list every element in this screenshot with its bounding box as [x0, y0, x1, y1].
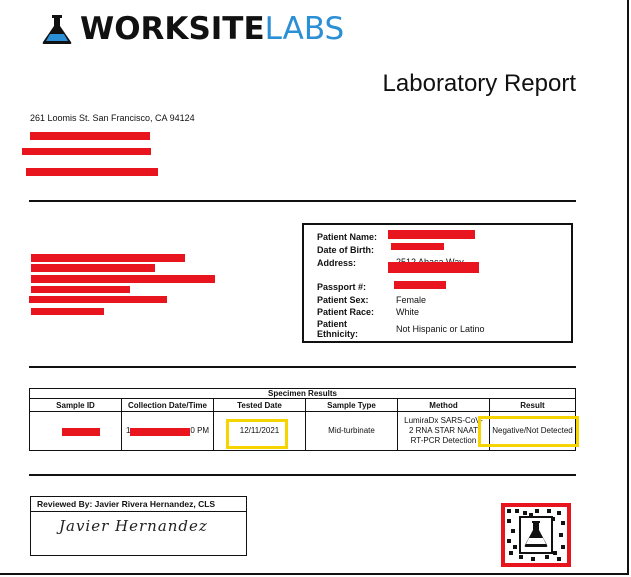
qr-code — [501, 503, 571, 567]
patient-name-label: Patient Name: — [317, 232, 378, 242]
redaction-dob — [391, 243, 444, 250]
redaction-provider-1 — [31, 254, 185, 262]
cell-result: Negative/Not Detected — [490, 412, 576, 451]
col-collection-date: Collection Date/Time — [122, 399, 214, 412]
redaction-provider-6 — [31, 308, 104, 315]
redaction-provider-5 — [29, 296, 167, 303]
brand-logo — [40, 9, 344, 49]
ethnicity-label: Patient Ethnicity: — [317, 319, 359, 339]
address-label: Address: — [317, 258, 357, 268]
highlight-result — [478, 416, 579, 447]
col-sample-id: Sample ID — [30, 399, 122, 412]
redaction-lab-info-1 — [30, 132, 150, 140]
redaction-patient-name — [388, 230, 475, 239]
cell-method: LumiraDx SARS-CoV-2 RNA STAR NAAT RT-PCR Detection — [398, 412, 490, 451]
divider-top — [29, 200, 576, 202]
col-tested-date: Tested Date — [214, 399, 306, 412]
col-sample-type: Sample Type — [306, 399, 398, 412]
redaction-lab-info-2 — [22, 148, 151, 155]
sex-label: Patient Sex: — [317, 295, 369, 305]
redaction-provider-4 — [31, 286, 130, 293]
brand-name: WORKSITELABS — [80, 11, 345, 47]
qr-pattern — [505, 507, 567, 563]
redaction-passport — [394, 281, 446, 289]
passport-label: Passport #: — [317, 282, 367, 292]
flask-icon — [40, 12, 74, 46]
col-method: Method — [398, 399, 490, 412]
cell-tested-date: 12/11/2021 — [214, 412, 306, 451]
divider-middle — [29, 366, 576, 368]
signature: Javier Hernandez — [59, 517, 208, 535]
redaction-provider-3 — [31, 275, 215, 283]
redaction-lab-info-3 — [26, 168, 158, 176]
sex-value: Female — [396, 295, 427, 305]
page-title: Laboratory Report — [382, 70, 576, 97]
redaction-collection-time — [130, 428, 190, 436]
race-value: White — [396, 307, 420, 317]
reviewer-label: Reviewed By: Javier Rivera Hernandez, CLS — [31, 497, 246, 512]
redaction-sample-id — [62, 428, 100, 436]
divider-bottom — [29, 474, 576, 476]
col-result: Result — [490, 399, 576, 412]
dob-label: Date of Birth: — [317, 245, 374, 255]
ethnicity-value: Not Hispanic or Latino — [396, 324, 485, 334]
highlight-tested-date — [226, 419, 288, 449]
cell-collection-date: 1 0 PM — [122, 412, 214, 451]
specimen-caption: Specimen Results — [30, 389, 576, 399]
redaction-provider-2 — [31, 264, 155, 272]
lab-address: 261 Loomis St. San Francisco, CA 94124 — [30, 113, 195, 123]
redaction-address-line2 — [388, 262, 479, 273]
cell-sample-type: Mid-turbinate — [306, 412, 398, 451]
reviewer-box — [30, 496, 247, 556]
race-label: Patient Race: — [317, 307, 375, 317]
